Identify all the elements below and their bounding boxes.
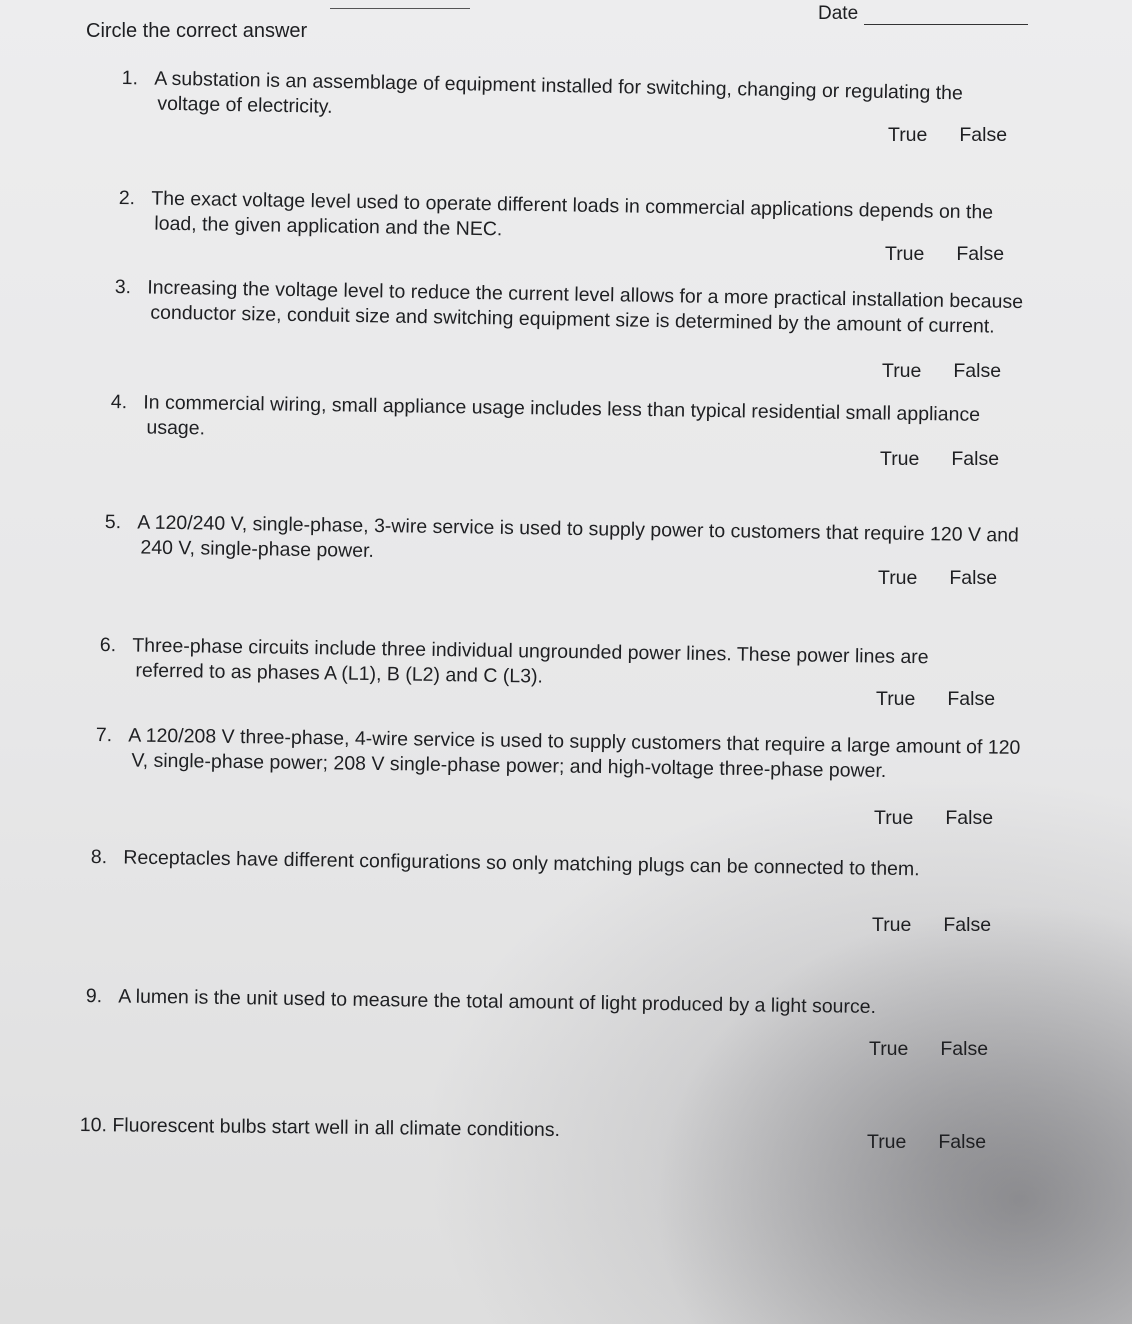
false-option[interactable]: False <box>938 1131 987 1153</box>
question-body: A lumen is the unit used to measure the total amount of light produced by a light source. <box>118 985 877 1019</box>
false-option[interactable]: False <box>951 448 1000 470</box>
question-number: 10. <box>79 1114 108 1137</box>
question-body: The exact voltage level used to operate different loads in commercial applications depends on the load, the given application and the NEC. <box>151 187 994 241</box>
false-option[interactable]: False <box>959 124 1008 146</box>
true-option[interactable]: True <box>872 914 912 936</box>
false-option[interactable]: False <box>947 688 996 710</box>
question-text <box>80 1113 680 1144</box>
answer-options-3 <box>882 360 1001 383</box>
true-option[interactable]: True <box>880 448 920 470</box>
question-7 <box>95 723 1028 786</box>
false-option[interactable]: False <box>943 914 992 936</box>
top-rule <box>330 8 470 9</box>
question-3 <box>114 275 1027 340</box>
answer-options-10 <box>867 1131 986 1154</box>
false-option[interactable]: False <box>940 1038 989 1060</box>
question-5 <box>104 510 1025 574</box>
question-text <box>91 845 991 883</box>
question-text <box>114 275 1027 340</box>
true-option[interactable]: True <box>885 243 925 265</box>
answer-options-2 <box>885 243 1004 266</box>
question-1 <box>121 66 1017 132</box>
answer-options-6 <box>876 688 995 711</box>
question-number: 5. <box>104 510 122 534</box>
question-number: 4. <box>110 390 128 414</box>
true-option[interactable]: True <box>874 807 914 829</box>
question-body: In commercial wiring, small appliance usage includes less than typical residential small appliance usage. <box>143 391 981 440</box>
question-number: 1. <box>121 66 139 90</box>
question-body: Receptacles have different configurations so only matching plugs can be connected to them. <box>123 846 920 881</box>
answer-options-9 <box>869 1038 988 1061</box>
date-field <box>818 2 1028 25</box>
answer-options-5 <box>878 567 997 590</box>
question-number: 2. <box>118 186 136 210</box>
question-number: 8. <box>90 845 108 869</box>
answer-options-1 <box>888 124 1007 147</box>
answer-options-8 <box>872 914 991 937</box>
question-body: A 120/208 V three-phase, 4-wire service is used to supply customers that require a large amount of 120 V, single-phase power; 208 V single-phase power; and high-voltage three-phase power. <box>128 724 1021 783</box>
question-text <box>110 390 1029 454</box>
true-option[interactable]: True <box>878 567 918 589</box>
question-text <box>86 984 956 1021</box>
question-text <box>99 633 992 696</box>
question-number: 3. <box>114 275 132 299</box>
question-body: Three-phase circuits include three individual ungrounded power lines. These power lines are referred to as phases A (L1), B (L2) and C (L3). <box>132 634 929 688</box>
question-8 <box>91 845 991 883</box>
question-body: Increasing the voltage level to reduce the current level allows for a more practical installation because conductor size, conduit size and switching equipment size is determined by the amount of current. <box>147 276 1024 338</box>
date-blank-line[interactable] <box>864 2 1028 25</box>
true-option[interactable]: True <box>882 360 922 382</box>
question-body: Fluorescent bulbs start well in all climate conditions. <box>112 1114 561 1142</box>
true-option[interactable]: True <box>888 124 928 146</box>
question-4 <box>110 390 1029 454</box>
question-number: 6. <box>99 633 117 657</box>
true-option[interactable]: True <box>867 1131 907 1153</box>
true-option[interactable]: True <box>876 688 916 710</box>
instructions: Circle the correct answer <box>86 20 308 42</box>
question-number: 9. <box>85 984 103 1008</box>
question-number: 7. <box>95 723 113 747</box>
question-text <box>95 723 1028 786</box>
question-10 <box>80 1113 680 1144</box>
question-text <box>104 510 1025 574</box>
question-text <box>121 66 1017 132</box>
date-label: Date <box>818 3 859 24</box>
question-body: A 120/240 V, single-phase, 3-wire service is used to supply power to customers that require 120 V and 240 V, single-phase power. <box>137 511 1020 562</box>
question-2 <box>118 186 1014 251</box>
answer-options-4 <box>880 448 999 471</box>
false-option[interactable]: False <box>949 567 998 589</box>
question-body: A substation is an assemblage of equipment installed for switching, changing or regulating the voltage of electricity. <box>154 67 964 118</box>
question-9 <box>86 984 956 1021</box>
false-option[interactable]: False <box>956 243 1005 265</box>
answer-options-7 <box>874 807 993 830</box>
true-option[interactable]: True <box>869 1038 909 1060</box>
false-option[interactable]: False <box>953 360 1002 382</box>
question-6 <box>99 633 992 696</box>
question-text <box>118 186 1014 251</box>
false-option[interactable]: False <box>945 807 994 829</box>
